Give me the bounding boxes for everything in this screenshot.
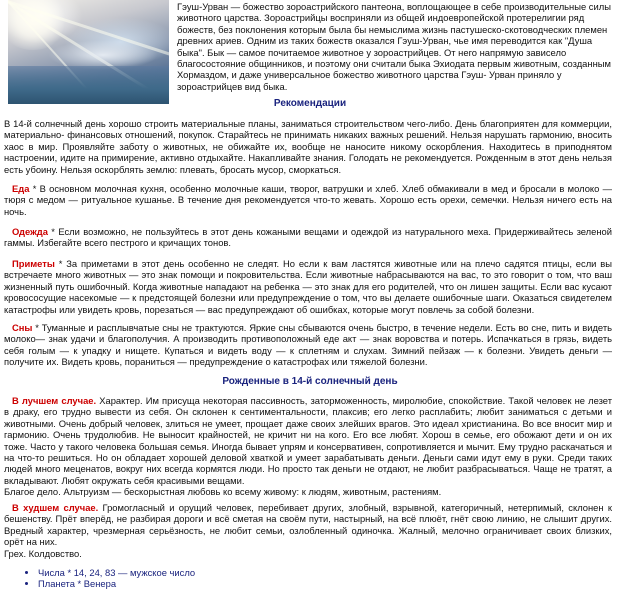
dreams-block — [4, 322, 612, 368]
best-case-paragraph — [4, 395, 612, 486]
omens-paragraph — [4, 258, 612, 315]
omens-label: Приметы — [12, 258, 55, 269]
facts-list — [4, 567, 612, 589]
dreams-label: Сны — [12, 322, 33, 333]
recommendations-block — [4, 118, 612, 175]
recommendations-text: В 14-й солнечный день хорошо строить материальные планы, заниматься строительством чего-либо. День благоприятен для коммерции, материально- финансовых отношений, покупок. Старайтесь не принимать никаких важных решений. Нельзя нарушать гармонию, вносить хаос в мир. Проявляйте заботу о животных, не обижайте их, вообще не наносите никому оскорбления. Находитесь в приподнятом настроении, идите на примирение, активно отдыхайте. Накапливайте знания. Голодать не рекомендуется. Рожденным в этот день нельзя есть убоину. Нельзя оскорблять землю: плевать, бросать мусор, сморкаться. — [4, 118, 612, 175]
clothes-label: Одежда — [12, 226, 48, 237]
dreams-text: * Туманные и расплывчатые сны не трактуются. Яркие сны сбываются очень быстро, в течение недели. Есть во сне, пить и видеть молоко— знак удачи и благополучия. А производить противоположный еде акт — знак воровства и потерь. Испачкаться в грязь, видеть себя голым — к упадку и нищете. Купаться и видеть воду — к сплетням и слухам. Зимний пейзаж — к болезни. Увидеть деньги — получите их. Видеть кровь, пораниться — предупреждение о катастрофах или тяжелой болезни. — [4, 322, 612, 368]
intro-section — [4, 0, 614, 102]
food-block — [4, 183, 612, 217]
clothes-paragraph — [4, 226, 612, 249]
born-heading: Рожденные в 14-й солнечный день — [222, 376, 398, 387]
intro-text: Гэуш-Урван — божество зороастрийского пантеона, воплощающее в себе производительные силы животного царства. Зороастрийцы восприняли из общей индоевропейской протерелигии ряд божеств, без поклонения которым была бы немыслима жизнь пастушеско-скотоводческих племен древних ариев. Одним из таких божеств оказался Гэуш-Урван, чье имя переводится как "Душа быка". Бык — самое почитаемое животное у зороастрийцев. От него напрямую зависело благосостояние общинников, и поэтому они считали быка Эхиодата первым животным, созданным Хормаздом, и даже универсальное божество животного царства Гэуш- Урван приняло у зороастрийцев вид быка. — [177, 1, 611, 92]
clothes-text: * Если возможно, не пользуйтесь в этот день кожаными вещами и одеждой из натурального меха. Придерживайтесь зеленой гаммы. Избегайте всего пестрого и кричащих тонов. — [4, 226, 612, 249]
worst-case-text: Громогласный и орущий человек, перебивает других, злобный, взрывной, категоричный, нетерпимый, склонен к бешенству. Прёт вперёд, не разбирая дороги и всё сметая на своём пути, настырный, на всё плюёт, гнёт свою линию, не слышит других. Вредный характер, чрезмерная серьёзность, не любит семьи, озлобленный одиночка. Жалный, мелочно ограничивает своих близких, орёт на них. — [4, 502, 612, 548]
clothes-block — [4, 226, 612, 249]
omens-block — [4, 258, 612, 315]
clouds-photo — [8, 0, 169, 104]
food-text: * В основном молочная кухня, особенно молочные каши, творог, ватрушки и хлеб. Хлеб обмакивали в мед и бросали в молоко — тюря с медом — ритуальное кушанье. В течение дня рекомендуется что-то жевать. Хорошо есть орехи, семечки. Нельзя ничего есть на ночь. — [4, 183, 612, 217]
worst-case-sin: Грех. Колдовство. — [4, 547, 82, 559]
dreams-paragraph — [4, 322, 612, 368]
worst-case-paragraph — [4, 502, 612, 548]
best-case-text: Характер. Им присуща некоторая пассивность, заторможенность, миролюбие, спокойствие. Такой человек не лезет в драку, его трудно вывести из себя. Он склонен к сентиментальности, плаксив; его легко расплабить; любит заниматься с детьми и животными. Очень добрый человек, злиться не умеет, прощает даже своих злейших врагов. Это идеал христианина. Во все вносит мир и гармонию. Очень трудолюбив. Не выносит крайностей, не кричит ни на кого. Его все любят. Хорош в семье, его обожают дети и он их тоже. Часто у такого человека большая семья. Иногда бывает упрям и консервативен, сопротивляется и мычит. Ему трудно раскачаться и на что-то решиться. Но он обладает хорошей деловой хваткой и умеет зарабатывать деньги. Деньги сами идут ему в руки. Среди таких людей много меценатов, вокруг них всегда кормятся люди. Но просто так деньги не отдают, не любит разбрасываться. Чаще не тратят, а вкладывают. Любят окружать себя красивыми вещами. — [4, 395, 612, 486]
best-case-label: В лучшем случае. — [12, 395, 97, 406]
best-case-block — [4, 395, 612, 498]
food-label: Еда — [12, 183, 30, 194]
list-item: • Числа * 14, 24, 83 — мужское число — [38, 567, 612, 578]
best-case-talent: Благое дело. Альтруизм — бескорыстная любовь ко всему живому: к людям, животным, растениям. — [4, 486, 442, 498]
facts-list-block — [4, 567, 612, 589]
worst-case-block — [4, 502, 612, 559]
recommendations-heading: Рекомендации — [273, 98, 347, 109]
worst-case-label: В худшем случае. — [12, 502, 99, 513]
omens-text: * За приметами в этот день особенно не следят. Но если к вам ластятся животные или на плечо садятся птицы, если вы встречаете много животных — это знак помощи и покровительства. Если животные набрасываются на вас, то это говорит о том, что ваш жизненный путь ошибочный. Когда животные нападают на ребенка — это знак для его родителей, что он лишен защиты. Если вас кусают кровососущие насекомые — к предстоящей болезни или предупреждение о том, что вы делаете ошибочные шаги. Оказаться свидетелем катастрофы или увидеть кровь, порезаться — вас предупреждают об ошибках, которые могут повлечь за собой болезни. — [4, 258, 612, 315]
food-paragraph — [4, 183, 612, 217]
list-item: • Планета * Венера — [38, 578, 612, 589]
